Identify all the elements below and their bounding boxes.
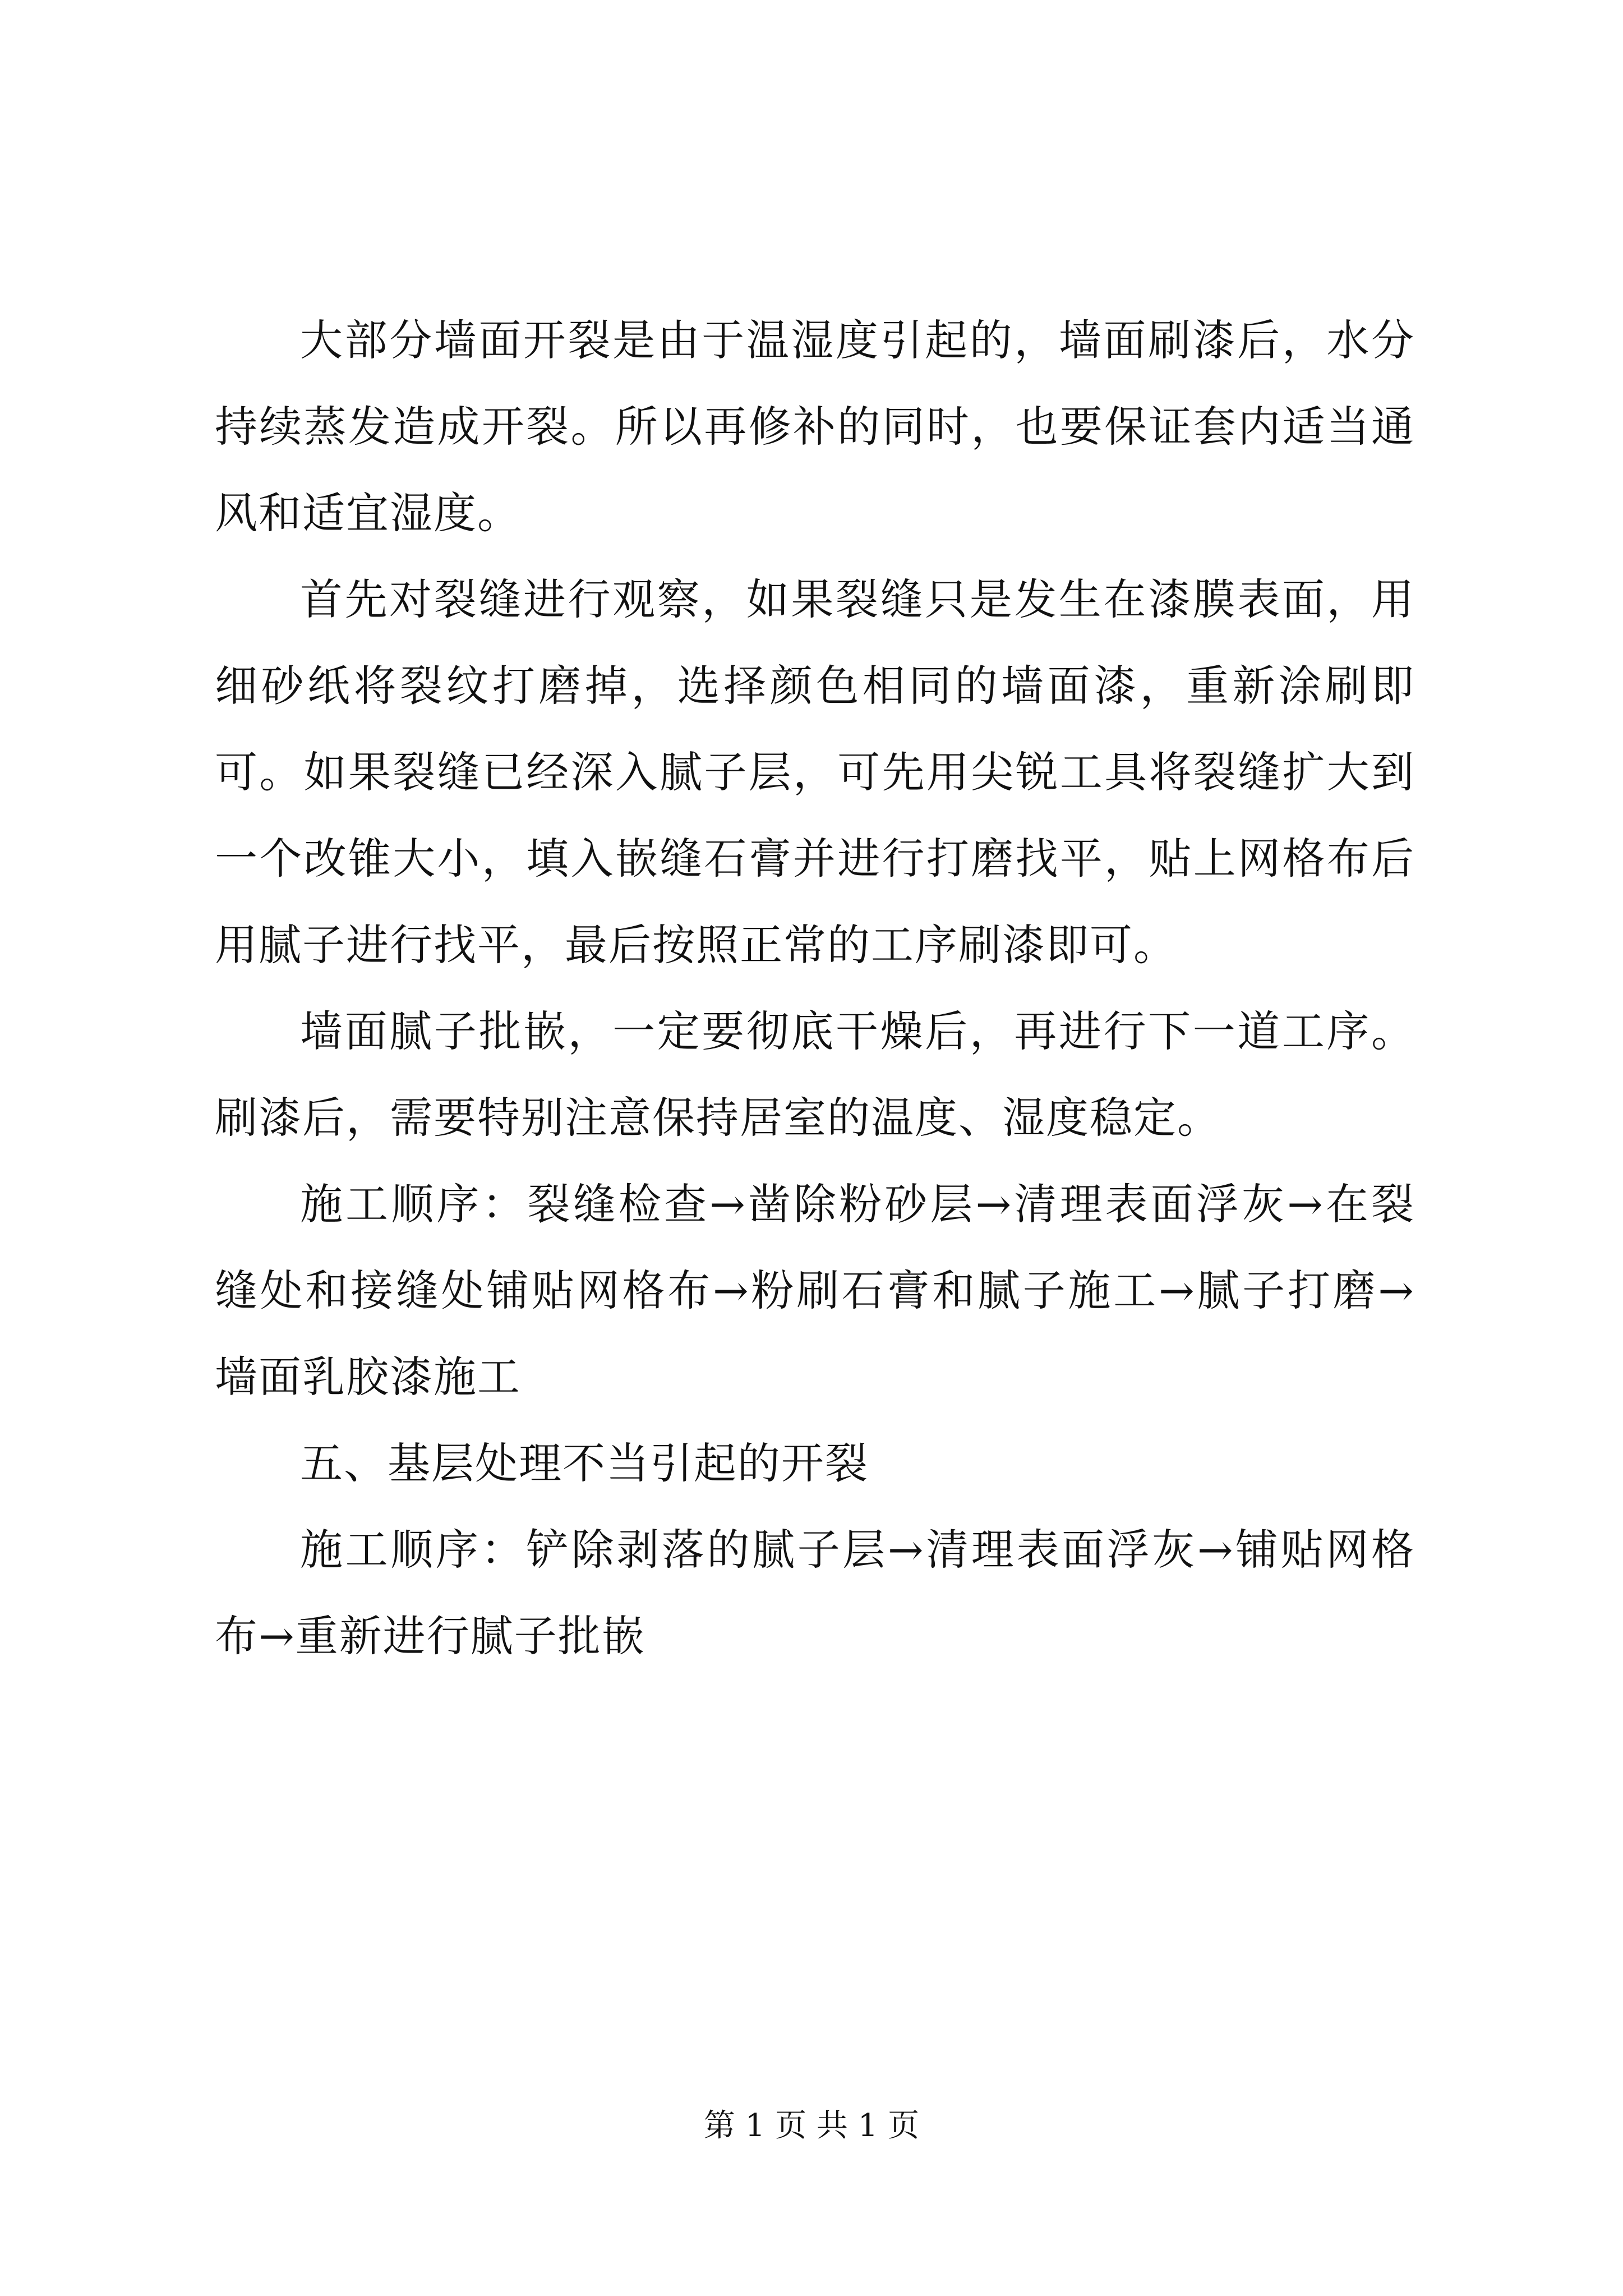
section-heading-base-layer: 五、基层处理不当引起的开裂: [300, 1438, 869, 1488]
paragraph-base-layer-sequence: 施工顺序：铲除剥落的腻子层→清理表面浮灰→铺贴网格布→重新进行腻子批嵌: [215, 1525, 1415, 1661]
paragraph-construction-sequence: 施工顺序：裂缝检查→凿除粉砂层→清理表面浮灰→在裂缝处和接缝处铺贴网格布→粉刷石膏和腻子施工→腻子打磨→墙面乳胶漆施工: [215, 1179, 1415, 1402]
paragraph-cause: 大部分墙面开裂是由于温湿度引起的，墙面刷漆后，水分持续蒸发造成开裂。所以再修补的同时，也要保证套内适当通风和适宜湿度。: [215, 315, 1415, 538]
paragraph-repair-method: 首先对裂缝进行观察，如果裂缝只是发生在漆膜表面，用细砂纸将裂纹打磨掉，选择颜色相同的墙面漆，重新涂刷即可。如果裂缝已经深入腻子层，可先用尖锐工具将裂缝扩大到一个改锥大小，填入嵌缝石膏并进行打磨找平，贴上网格布后用腻子进行找平，最后按照正常的工序刷漆即可。: [215, 574, 1415, 970]
page-footer: 第 1 页 共 1 页: [703, 2108, 920, 2144]
document-body: [215, 297, 1415, 1680]
paragraph-putty-drying: 墙面腻子批嵌，一定要彻底干燥后，再进行下一道工序。刷漆后，需要特别注意保持居室的温度、湿度稳定。: [215, 1006, 1415, 1143]
